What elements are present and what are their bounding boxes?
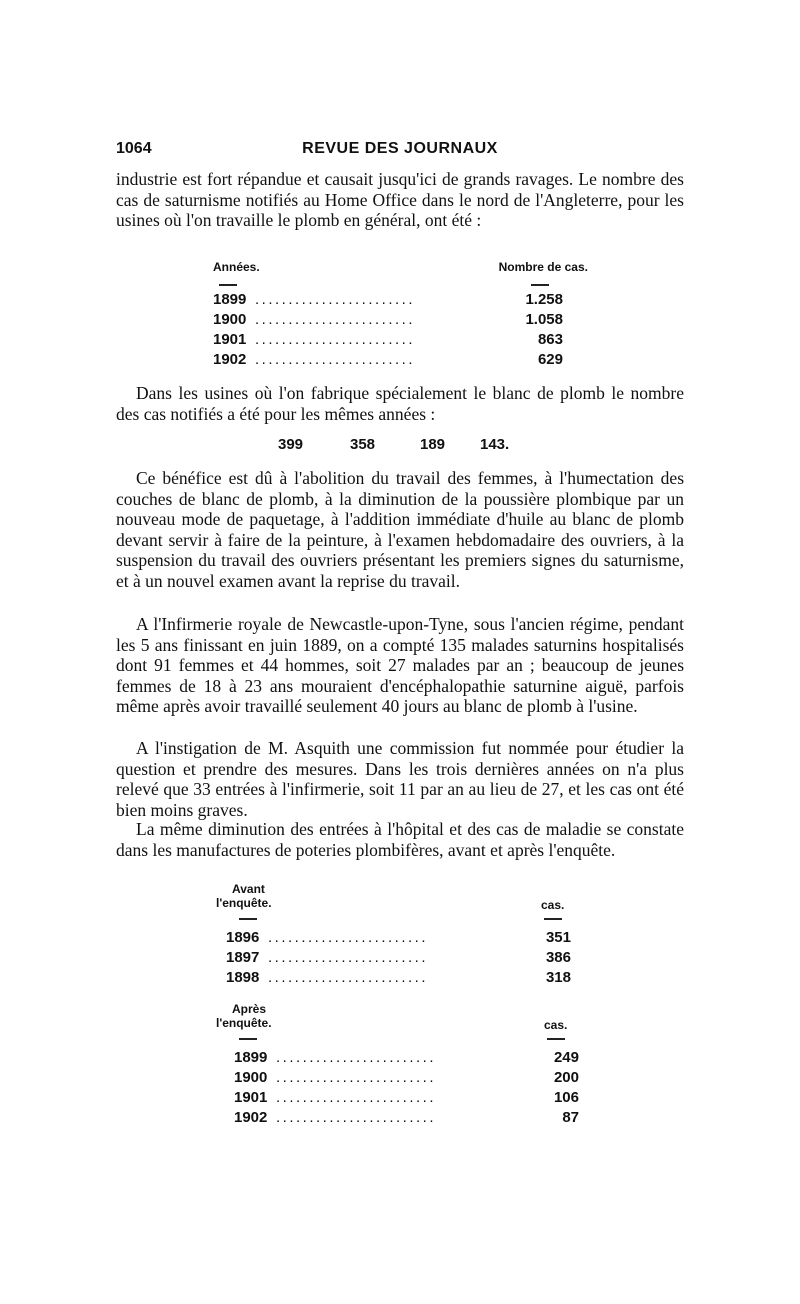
section-label-after: l'enquête. xyxy=(216,1016,272,1030)
section-label-after: Après xyxy=(232,1002,267,1016)
table-row xyxy=(234,1068,579,1088)
paragraph-commission: A l'instigation de M. Asquith une commission fut nommée pour étudier la question et prendre des mesures. Dans les trois dernières années on n'a plus relevé que 33 entrées à l'infirmerie, soit 11 par an au lieu de 27, et les cas ont été bien moins graves. xyxy=(116,738,684,820)
row-year: 1900 xyxy=(213,311,247,328)
column-dash xyxy=(239,918,257,920)
row-cases: 351 xyxy=(545,929,571,946)
cases-table-general xyxy=(213,258,588,373)
leader-dots: ........................ xyxy=(255,311,416,328)
row-year: 1899 xyxy=(213,291,247,308)
table-row xyxy=(234,1088,579,1108)
row-cases: 386 xyxy=(545,949,571,966)
leader-dots: ........................ xyxy=(255,351,416,368)
column-header-cases: Nombre de cas. xyxy=(498,260,588,274)
table-row xyxy=(234,1048,579,1068)
row-year: 1902 xyxy=(213,351,247,368)
row-cases: 249 xyxy=(553,1049,579,1066)
leader-dots: ........................ xyxy=(255,291,416,308)
paragraph-benefit: Ce bénéfice est dû à l'abolition du travail des femmes, à l'humectation des couches de blanc de plomb, à la diminution de la poussière plombique par un nouveau mode de paquetage, à l'addition immédiate d'huile au blanc de plomb devant servir à faire de la peinture, à l'examen hebdomadaire des ouvriers, à la suspension du travail des ouvriers présentant les premiers signes du saturnisme, et à un nouvel examen avant la reprise du travail. xyxy=(116,468,684,591)
row-year: 1896 xyxy=(226,929,260,946)
value-1899: 399 xyxy=(278,436,304,453)
leader-dots: ........................ xyxy=(276,1089,437,1106)
column-header-years: Années. xyxy=(213,260,260,274)
leader-dots: ........................ xyxy=(268,949,429,966)
leader-dots: ........................ xyxy=(276,1049,437,1066)
page-header xyxy=(116,140,684,164)
white-lead-values xyxy=(278,436,538,458)
section-label-before: Avant xyxy=(232,882,265,896)
leader-dots: ........................ xyxy=(276,1069,437,1086)
row-year: 1898 xyxy=(226,969,260,986)
column-dash xyxy=(547,1038,565,1040)
row-cases: 200 xyxy=(553,1069,579,1086)
row-cases: 629 xyxy=(537,351,563,368)
table-row xyxy=(226,968,571,988)
table-row xyxy=(213,330,563,350)
table-row xyxy=(234,1108,579,1128)
row-cases: 318 xyxy=(545,969,571,986)
cases-table-potteries xyxy=(214,882,579,1142)
row-cases: 1.258 xyxy=(525,291,563,308)
leader-dots: ........................ xyxy=(268,969,429,986)
paragraph-infirmary: A l'Infirmerie royale de Newcastle-upon-Tyne, sous l'ancien régime, pendant les 5 ans finissant en juin 1889, on a compté 135 malades saturnins hospitalisés dont 91 femmes et 44 hommes, soit 27 malades par an ; beaucoup de jeunes femmes de 18 à 23 ans mouraient d'encéphalopathie saturnine aiguë, parfois même après avoir travaillé seulement 40 jours au blanc de plomb à l'usine. xyxy=(116,614,684,716)
column-dash xyxy=(544,918,562,920)
row-cases: 1.058 xyxy=(525,311,563,328)
row-year: 1900 xyxy=(234,1069,268,1086)
running-title: REVUE DES JOURNAUX xyxy=(302,140,498,157)
column-header-cases: cas. xyxy=(541,898,565,912)
row-year: 1897 xyxy=(226,949,260,966)
row-year: 1901 xyxy=(213,331,247,348)
table-row xyxy=(226,948,571,968)
table-row xyxy=(213,290,563,310)
value-1900: 358 xyxy=(350,436,376,453)
leader-dots: ........................ xyxy=(276,1109,437,1126)
row-cases: 106 xyxy=(553,1089,579,1106)
row-year: 1899 xyxy=(234,1049,268,1066)
page-number: 1064 xyxy=(116,140,152,157)
leader-dots: ........................ xyxy=(268,929,429,946)
value-1901: 189 xyxy=(420,436,446,453)
paragraph-intro: industrie est fort répandue et causait jusqu'ici de grands ravages. Le nombre des cas de saturnisme notifiés au Home Office dans le nord de l'Angleterre, pour les usines où l'on travaille le plomb en général, ont été : xyxy=(116,169,684,230)
table-row xyxy=(213,350,563,370)
column-header-cases: cas. xyxy=(544,1018,568,1032)
paragraph-white-lead: Dans les usines où l'on fabrique spécialement le blanc de plomb le nombre des cas notifiés a été pour les mêmes années : xyxy=(116,383,684,424)
row-year: 1902 xyxy=(234,1109,268,1126)
leader-dots: ........................ xyxy=(255,331,416,348)
column-dash xyxy=(531,284,549,286)
table-row xyxy=(226,928,571,948)
table-row xyxy=(213,310,563,330)
column-dash xyxy=(239,1038,257,1040)
value-1902: 143. xyxy=(480,436,510,453)
row-cases: 863 xyxy=(537,331,563,348)
paragraph-potteries: La même diminution des entrées à l'hôpital et des cas de maladie se constate dans les manufactures de poteries plombifères, avant et après l'enquête. xyxy=(116,819,684,860)
row-year: 1901 xyxy=(234,1089,268,1106)
column-dash xyxy=(219,284,237,286)
section-label-before: l'enquête. xyxy=(216,896,272,910)
row-cases: 87 xyxy=(562,1109,579,1126)
